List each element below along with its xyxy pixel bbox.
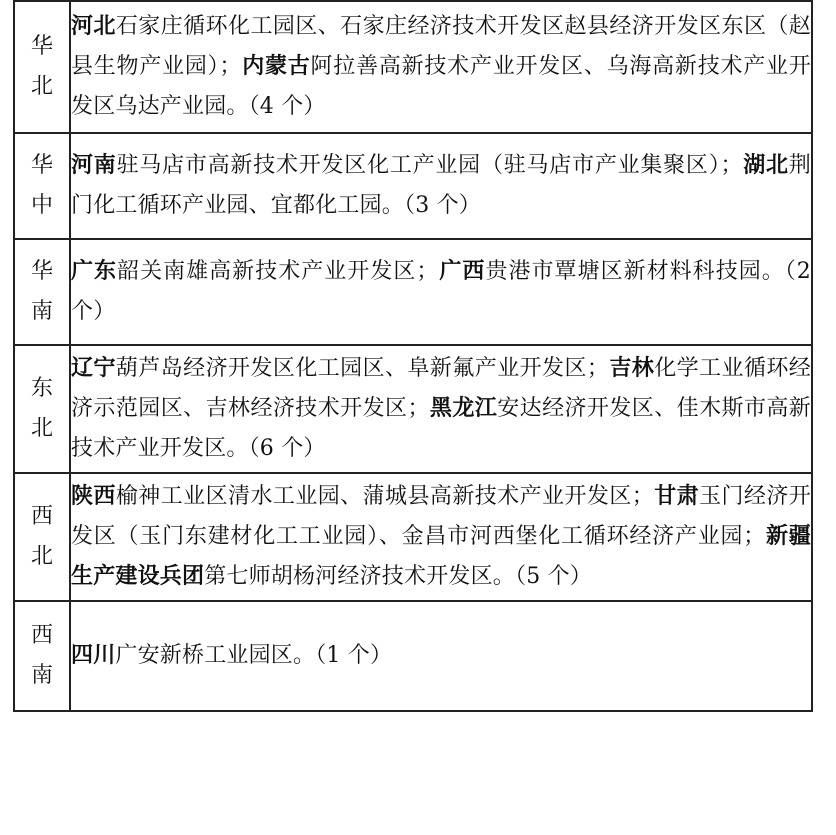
park-list: 驻马店市高新技术开发区化工产业园（驻马店市产业集聚区）； <box>116 153 743 178</box>
table-row <box>14 239 812 345</box>
content-cell <box>70 133 812 239</box>
table-row <box>14 473 812 601</box>
park-list: 第七师胡杨河经济技术开发区。 <box>204 564 516 589</box>
region-char: 南 <box>30 663 53 688</box>
province-name: 黑龙江 <box>429 396 498 421</box>
park-list: 葫芦岛经济开发区化工园区、阜新氟产业开发区； <box>115 356 610 381</box>
content-cell <box>70 239 812 345</box>
table-row <box>14 133 812 239</box>
province-name: 河南 <box>71 153 117 178</box>
park-list: 石家庄循环化工园区、石家庄经济技术开发区赵县经济开发区东区（赵县生物产业园）； <box>71 14 812 79</box>
region-char: 华 <box>30 34 53 59</box>
park-count: （4 个） <box>248 94 326 119</box>
park-list: 安达经济开发区、佳木斯市高新技术产业开发区。 <box>71 396 812 461</box>
content-cell <box>70 1 812 133</box>
content-cell <box>70 345 812 473</box>
province-name: 陕西 <box>71 484 116 509</box>
park-count: （6 个） <box>248 436 326 461</box>
park-list: 玉门经济开发区（玉门东建材化工工业园）、金昌市河西堡化工循环经济产业园； <box>71 484 811 549</box>
region-cell <box>14 601 70 711</box>
park-list: 榆神工业区清水工业园、蒲城县高新技术产业开发区； <box>115 484 654 509</box>
province-name: 广西 <box>438 259 486 284</box>
region-char: 南 <box>30 299 53 324</box>
region-char: 北 <box>30 416 53 441</box>
province-name: 四川 <box>71 643 116 668</box>
province-name: 内蒙古 <box>241 54 311 79</box>
province-name: 甘肃 <box>653 484 700 509</box>
region-cell <box>14 345 70 473</box>
region-char: 华 <box>30 259 53 284</box>
park-list: 韶关南雄高新技术产业开发区； <box>117 259 439 284</box>
park-count: （1 个） <box>315 643 393 668</box>
content-cell <box>70 601 812 711</box>
table-row <box>14 1 812 133</box>
region-char: 北 <box>30 74 53 99</box>
region-cell <box>14 1 70 133</box>
region-cell <box>14 133 70 239</box>
park-list: 荆门化工循环产业园、宜都化工园。 <box>71 153 811 218</box>
park-list: 广安新桥工业园区。 <box>115 643 316 668</box>
park-count: （5 个） <box>515 564 593 589</box>
province-name: 新疆生产建设兵团 <box>71 524 812 589</box>
region-char: 西 <box>30 504 53 529</box>
content-cell <box>70 473 812 601</box>
park-list: 化学工业循环经济示范园区、吉林经济技术开发区； <box>71 356 812 421</box>
province-name: 河北 <box>71 14 116 39</box>
region-char: 中 <box>30 193 53 218</box>
province-name: 广东 <box>71 259 118 284</box>
region-cell <box>14 473 70 601</box>
industrial-parks-table <box>13 0 813 712</box>
park-count: （3 个） <box>404 193 482 218</box>
park-list: 阿拉善高新技术产业开发区、乌海高新技术产业开发区乌达产业园。 <box>71 54 811 119</box>
park-count: （2 个） <box>71 259 811 324</box>
province-name: 吉林 <box>609 356 655 381</box>
region-cell <box>14 239 70 345</box>
region-char: 北 <box>30 544 53 569</box>
park-list: 贵港市覃塘区新材料科技园。 <box>485 259 785 284</box>
province-name: 辽宁 <box>71 356 116 381</box>
province-name: 湖北 <box>742 153 789 178</box>
region-char: 东 <box>30 376 53 401</box>
region-char: 西 <box>30 623 53 648</box>
table-row <box>14 345 812 473</box>
table-row <box>14 601 812 711</box>
region-char: 华 <box>30 153 53 178</box>
